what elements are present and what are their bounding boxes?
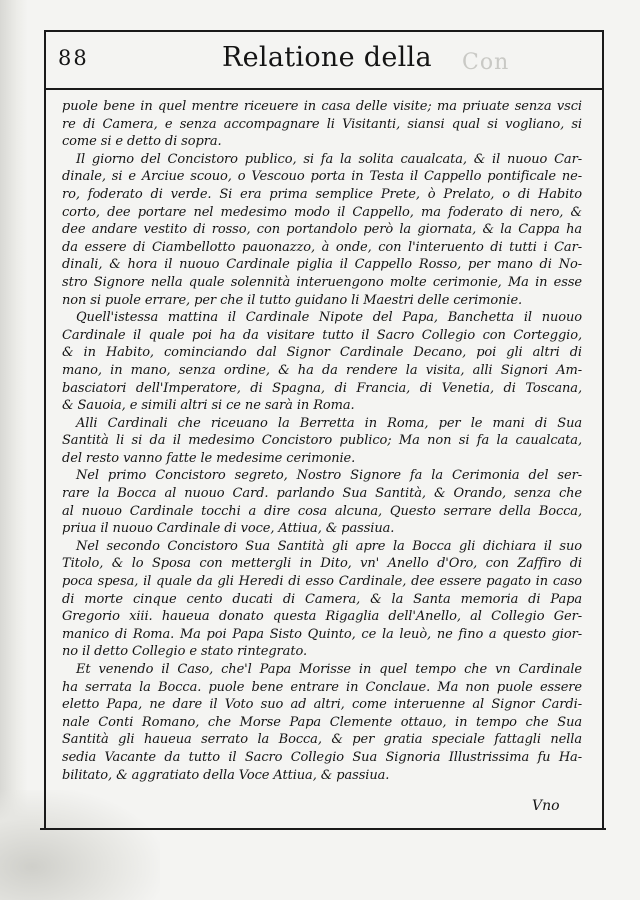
text-line: mano, in mano, senza ordine, & ha da rendere la visita, alli Signori Am- bbox=[62, 362, 582, 378]
text-line: eletto Papa, ne dare il Voto suo ad altri, come interuenne al Signor Cardi- bbox=[62, 697, 582, 713]
text-line: dinale, si e Arciue scouo, o Vescouo porta in Testa il Cappello pontificale ne- bbox=[62, 169, 582, 185]
text-line: nale Conti Romano, che Morse Papa Clemente ottauo, in tempo che Sua bbox=[62, 714, 582, 730]
text-line: Alli Cardinali che riceuano la Berretta in Roma, per le mani di Sua bbox=[76, 415, 582, 431]
text-line: Cardinale il quale poi ha da visitare tutto il Sacro Collegio con Corteggio, bbox=[62, 327, 582, 343]
text-line: del resto vanno fatte le medesime cerimonie. bbox=[62, 450, 356, 466]
text-line: Nel primo Concistoro segreto, Nostro Signore fa la Cerimonia del ser- bbox=[76, 468, 582, 484]
text-line: ro, foderato di verde. Si era prima semplice Prete, ò Prelato, o di Habito bbox=[62, 186, 582, 202]
text-line: re di Camera, e senza accompagnare li Visitanti, siansi qual si vogliano, si bbox=[62, 116, 582, 132]
text-line: priua il nuouo Cardinale di voce, Attiua, & passiua. bbox=[62, 521, 395, 537]
header-rule bbox=[44, 88, 604, 90]
body-text bbox=[62, 98, 582, 784]
text-line: sedia Vacante da tutto il Sacro Collegio Sua Signoria Illustrissima fu Ha- bbox=[62, 749, 582, 765]
text-line: & Sauoia, e simili altri si ce ne sarà in Roma. bbox=[62, 398, 355, 414]
text-line: come si e detto di sopra. bbox=[62, 134, 222, 150]
bottom-rule bbox=[40, 828, 606, 830]
text-line: di morte cinque cento ducati di Camera, & la Santa memoria di Papa bbox=[62, 591, 582, 607]
text-line: Nel secondo Concistoro Sua Santità gli apre la Bocca gli dichiara il suo bbox=[76, 538, 582, 554]
page-edge bbox=[0, 0, 28, 900]
text-line: no il detto Collegio e stato rintegrato. bbox=[62, 644, 307, 660]
text-line: & in Habito, cominciando dal Signor Cardinale Decano, poi gli altri di bbox=[62, 345, 582, 361]
text-line: manico di Roma. Ma poi Papa Sisto Quinto, ce la leuò, ne fino a questo gior- bbox=[62, 626, 582, 642]
text-line: basciatori dell'Imperatore, di Spagna, di Francia, di Venetia, di Toscana, bbox=[62, 380, 582, 396]
bleed-through-text: Con bbox=[462, 50, 510, 75]
page-number: 88 bbox=[58, 46, 89, 70]
text-line: stro Signore nella quale solennità interuengono molte cerimonie, Ma in esse bbox=[62, 274, 582, 290]
page-header bbox=[44, 38, 604, 86]
text-line: Il giorno del Concistoro publico, si fa la solita caualcata, & il nuouo Car- bbox=[76, 151, 582, 167]
text-line: poca spesa, il quale da gli Heredi di esso Cardinale, dee essere pagato in caso bbox=[62, 574, 582, 590]
text-line: Gregorio xiii. haueua donato questa Rigaglia dell'Anello, al Collegio Ger- bbox=[62, 609, 582, 625]
text-line: Et venendo il Caso, che'l Papa Morisse in quel tempo che vn Cardinale bbox=[76, 662, 582, 677]
text-line: Quell'istessa mattina il Cardinale Nipote del Papa, Banchetta il nuouo bbox=[76, 310, 582, 326]
text-line: corto, dee portare nel medesimo modo il Cappello, ma foderato di nero, & bbox=[62, 204, 582, 220]
text-line: bilitato, & aggratiato della Voce Attiua, & passiua. bbox=[62, 767, 390, 783]
running-title: Relatione della bbox=[222, 42, 432, 73]
text-line: da essere di Ciambellotto pauonazzo, à onde, con l'interuento di tutti i Car- bbox=[62, 239, 582, 255]
catchword: Vno bbox=[532, 798, 560, 814]
text-line: rare la Bocca al nuouo Card. parlando Sua Santità, & Orando, senza che bbox=[62, 486, 582, 502]
text-line: Santità gli haueua serrato la Bocca, & per gratia speciale fattagli nella bbox=[62, 732, 582, 748]
text-line: dee andare vestito di rosso, con portandolo però la giornata, & la Cappa ha bbox=[62, 222, 582, 238]
text-line: Santità li si da il medesimo Concistoro publico; Ma non si fa la caualcata, bbox=[62, 433, 582, 449]
text-line: non si puole errare, per che il tutto guidano li Maestri delle cerimonie. bbox=[62, 292, 523, 308]
text-line: Titolo, & lo Sposa con mettergli in Dito, vn' Anello d'Oro, con Zaffiro di bbox=[62, 556, 582, 572]
text-line: al nuouo Cardinale tocchi a dire cosa alcuna, Questo serrare della Bocca, bbox=[62, 503, 582, 519]
text-line: ha serrata la Bocca. puole bene entrare in Conclaue. Ma non puole essere bbox=[62, 679, 582, 695]
text-line: dinali, & hora il nuouo Cardinale piglia il Cappello Rosso, per mano di No- bbox=[62, 257, 582, 273]
text-line: puole bene in quel mentre riceuere in casa delle visite; ma priuate senza vsci bbox=[62, 99, 582, 114]
